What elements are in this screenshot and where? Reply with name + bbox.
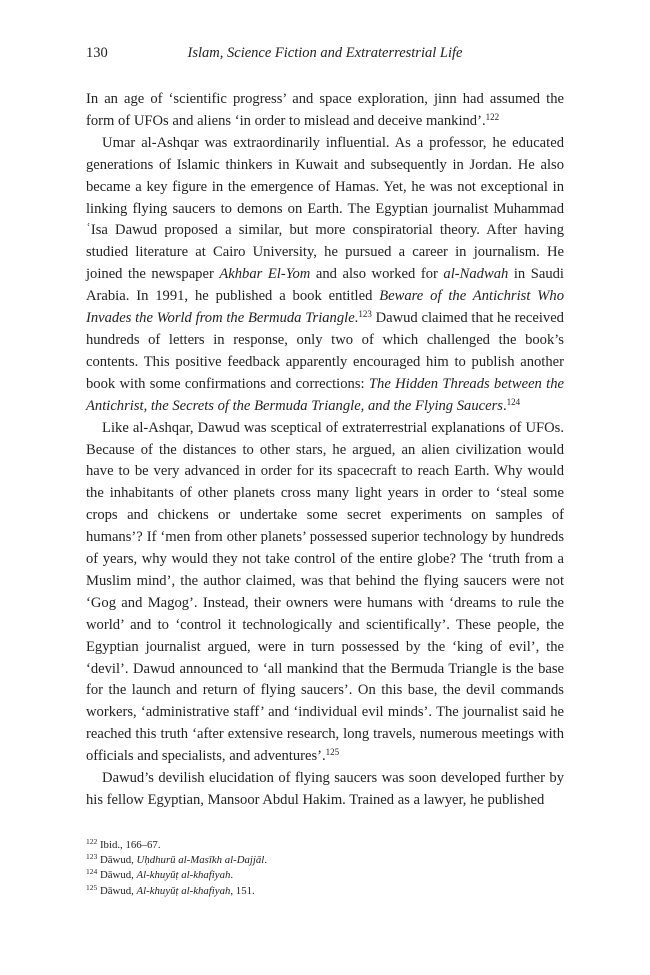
italic-text: al-Nadwah — [443, 266, 509, 283]
italic-text: Al-khuyūṭ al-khafiyah — [136, 869, 231, 882]
italic-text: Beware of the Antichrist Who Invades the World from the Bermuda Triangle — [86, 288, 564, 327]
text-run: Ibid., 166–67. — [99, 839, 161, 851]
footnote-ref: 122 — [485, 111, 500, 122]
italic-text: Uḥdhurū al-Masīkh al-Dajjāl — [136, 854, 265, 867]
footnote-number: 124 — [86, 867, 98, 877]
text-run: . — [502, 397, 507, 414]
text-run: Dāwud, — [99, 854, 137, 867]
text-run: . — [230, 869, 234, 882]
footnote — [86, 884, 564, 899]
footnote-number: 125 — [86, 882, 98, 892]
text-run: , 151. — [230, 884, 255, 897]
text-run: Dāwud, — [99, 884, 137, 897]
text-run: in Saudi Arabia. In 1991, he published a book entitled — [86, 266, 564, 305]
footnote — [86, 853, 564, 868]
footnote — [86, 838, 564, 853]
text-run: In an age of ‘scientific progress’ and space exploration, jinn had assumed the form of UFOs and aliens ‘in order to mislead and deceive mankind’. — [86, 91, 564, 129]
text-run: Like al-Ashqar, Dawud was sceptical of extraterrestrial explanations of UFOs. Because of the distances to other stars, he argued, an alien civilization would have to be very advanced in order for its spacecraft to reach Earth. Why would the inhabitants of other planets cross many light years in order to ‘steal some crops and chickens or undertake some secret experiments on samples of humans’? If ‘men from other planets’ possessed superior technology by hundreds of years, why would they not take control of the entire globe? The ‘truth from a Muslim mind’, the author claimed, was that behind the flying saucers were not ‘Gog and Magog’. Instead, their owners were humans with ‘dreams to rule the world’ and to ‘control it technologically and scientifically’. These people, the Egyptian journalist argued, were in turn possessed by the ‘king of evil’, the ‘devil’. Dawud announced to ‘all mankind that the Bermuda Triangle is the base for the launch and return of flying saucers’. On this base, the devil commands workers, ‘administrative staff’ and ‘individual evil minds’. The journalist said he reached this truth ‘after extensive research, long travels, numerous meetings with officials and specialists, and adventures’. — [86, 419, 564, 765]
body-text — [86, 89, 564, 812]
paragraph — [86, 133, 564, 418]
paragraph — [86, 89, 564, 133]
footnotes — [86, 838, 564, 899]
footnote-ref: 124 — [506, 396, 521, 407]
footnote — [86, 868, 564, 883]
italic-text: Al-khuyūṭ al-khafiyah — [136, 884, 231, 897]
text-run: and also worked for — [310, 266, 444, 283]
paragraph — [86, 418, 564, 769]
text-run: Dawud’s devilish elucidation of flying saucers was soon developed further by his fellow Egyptian, Mansoor Abdul Hakim. Trained as a lawyer, he published — [86, 770, 564, 808]
page-number: 130 — [86, 45, 108, 61]
italic-text: The Hidden Threads between the Antichrist, the Secrets of the Bermuda Triangle, and the Flying Saucers — [86, 375, 564, 414]
italic-text: Akhbar El-Yom — [219, 266, 311, 283]
text-run: . — [354, 310, 359, 327]
footnote-number: 122 — [86, 837, 98, 846]
text-run: Dawud claimed that he received hundreds of letters in response, only two of which challenged the book’s contents. This positive feedback apparently encouraged him to publish another book with some confirmations and corrections: — [86, 310, 564, 392]
paragraph — [86, 768, 564, 812]
text-run: Umar al-Ashqar was extraordinarily influential. As a professor, he educated generations of Islamic thinkers in Kuwait and subsequently in Jordan. He also became a key figure in the emergence of Hamas. Yet, he was not exceptional in linking flying saucers to demons on Earth. The Egyptian journalist Muhammad ʿIsa Dawud proposed a similar, but more conspiratorial theory. After having studied literature at Cairo University, he pursued a career in journalism. He joined the newspaper — [86, 134, 564, 283]
text-run: Dāwud, — [99, 869, 137, 882]
text-run: . — [264, 854, 268, 867]
footnote-ref: 123 — [358, 309, 372, 320]
running-title: Islam, Science Fiction and Extraterrestrial Life — [187, 45, 463, 61]
footnote-number: 123 — [86, 852, 98, 862]
footnote-ref: 125 — [325, 747, 340, 758]
